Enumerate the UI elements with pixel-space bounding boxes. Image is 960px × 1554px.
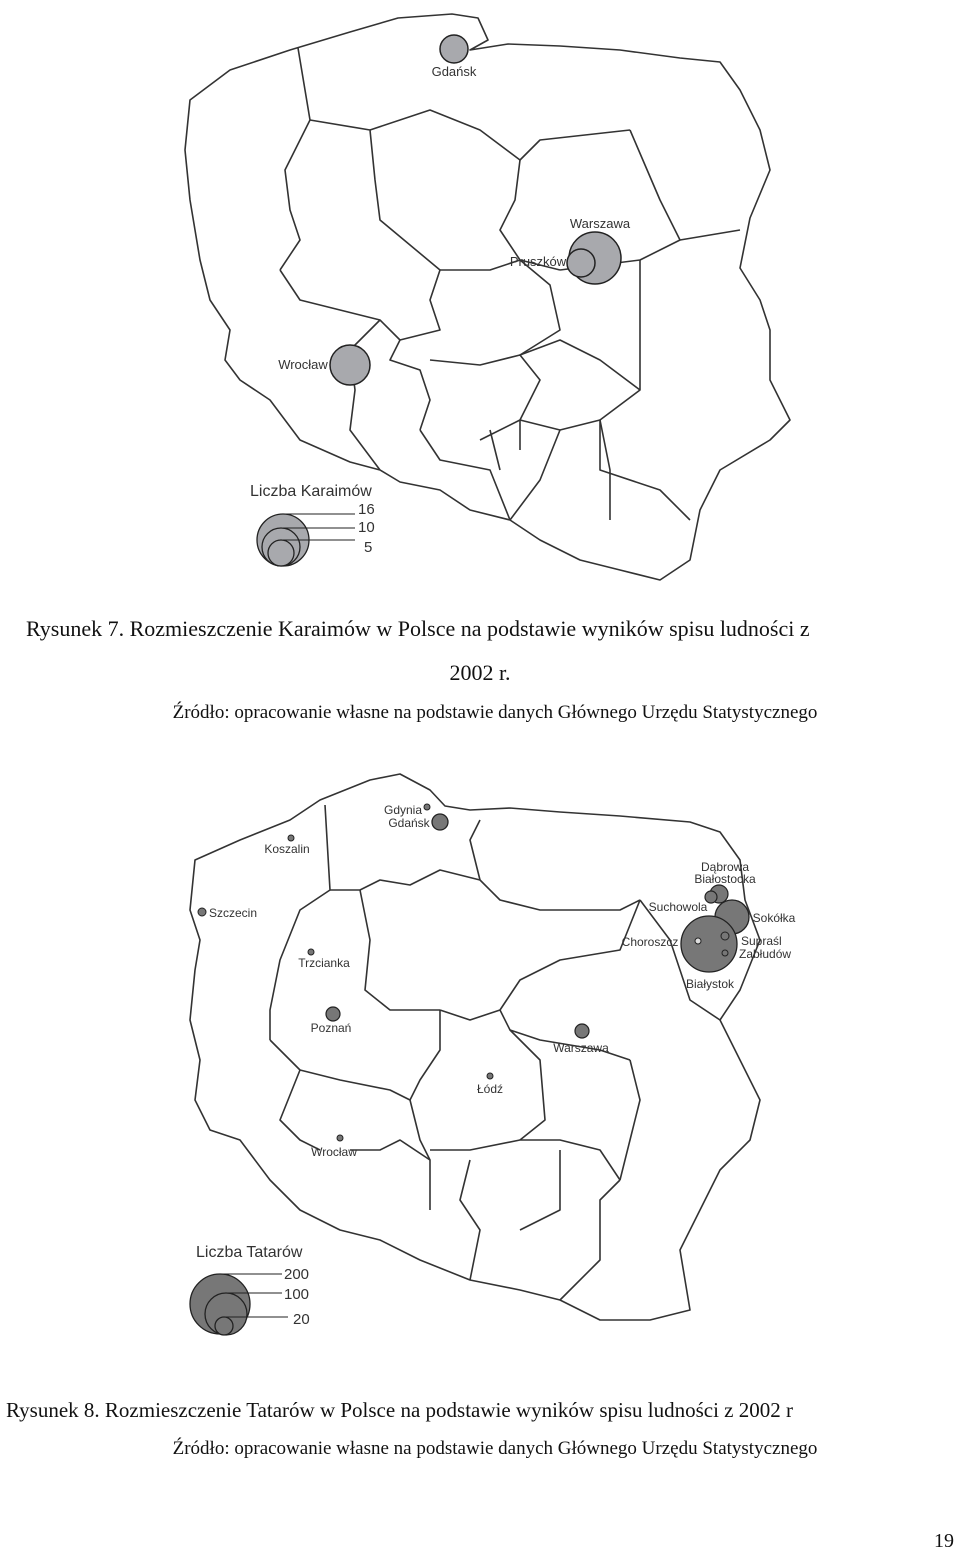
tatar-map <box>0 760 960 1360</box>
gdynia-symbol <box>424 804 430 810</box>
figure7-caption: Rysunek 7. Rozmieszczenie Karaimów w Polsce na podstawie wyników spisu ludności z <box>26 616 810 641</box>
gdansk-label: Gdańsk <box>431 64 477 79</box>
koszalin-label: Koszalin <box>264 842 310 856</box>
figure8-source: Źródło: opracowanie własne na podstawie danych Głównego Urzędu Statystycznego <box>172 1438 818 1459</box>
legend-title: Liczba Karaimów <box>250 483 372 500</box>
pruszkow-symbol <box>567 249 595 277</box>
warszawa-label: Warszawa <box>569 216 631 231</box>
sokolka-label: Sokółka <box>752 911 796 925</box>
dabrowa-label-2: Białostocka <box>694 872 756 886</box>
lodz-symbol <box>487 1073 493 1079</box>
suprasl-label: Supraśl <box>741 934 782 948</box>
warszawa-label: Warszawa <box>553 1041 609 1055</box>
koszalin-symbol <box>288 835 294 841</box>
warszawa-symbol <box>575 1024 589 1038</box>
gdansk-symbol <box>432 814 448 830</box>
bialystok-label: Białystok <box>685 977 735 991</box>
karaim-map <box>0 0 960 600</box>
legend-value-max: 16 <box>358 501 375 518</box>
legend-title: Liczba Tatarów <box>196 1244 303 1261</box>
wroclaw-symbol <box>337 1135 343 1141</box>
wroclaw-label: Wrocław <box>311 1145 357 1159</box>
gdynia-label: Gdynia <box>383 803 423 817</box>
figure8-caption: Rysunek 8. Rozmieszczenie Tatarów w Polsce na podstawie wyników spisu ludności z 2002 r <box>6 1398 793 1422</box>
dabrowa-label-1: Dąbrowa <box>700 860 750 874</box>
figure7-caption-cont: 2002 r. <box>449 660 511 685</box>
choroszcz-symbol <box>695 938 701 944</box>
choroszcz-label: Choroszcz <box>621 935 679 949</box>
tatar-legend <box>190 1244 310 1335</box>
lodz-label: Łódź <box>476 1082 504 1096</box>
figure7-source: Źródło: opracowanie własne na podstawie danych Głównego Urzędu Statystycznego <box>172 702 818 723</box>
szczecin-label: Szczecin <box>209 906 258 920</box>
karaim-legend <box>250 483 375 566</box>
trzcianka-label: Trzcianka <box>298 956 350 970</box>
page-number: 19 <box>934 1530 954 1552</box>
suchowola-label: Suchowola <box>648 900 708 914</box>
wroclaw-label: Wrocław <box>278 357 328 372</box>
legend-value-min: 20 <box>293 1311 310 1328</box>
legend-value-mid: 100 <box>284 1286 310 1303</box>
szczecin-symbol <box>198 908 206 916</box>
gdansk-label: Gdańsk <box>388 816 430 830</box>
legend-value-min: 5 <box>364 539 373 556</box>
wroclaw-symbol <box>330 345 370 385</box>
suprasl-symbol <box>721 932 729 940</box>
gdansk-symbol <box>440 35 468 63</box>
poznan-symbol <box>326 1007 340 1021</box>
zabludow-label: Zabłudów <box>739 947 792 961</box>
pruszkow-label: Pruszków <box>509 254 567 269</box>
legend-value-max: 200 <box>284 1266 310 1283</box>
zabludow-symbol <box>722 950 728 956</box>
trzcianka-symbol <box>308 949 314 955</box>
legend-value-mid: 10 <box>358 519 375 536</box>
poznan-label: Poznań <box>310 1021 352 1035</box>
bialystok-symbol <box>681 916 737 972</box>
